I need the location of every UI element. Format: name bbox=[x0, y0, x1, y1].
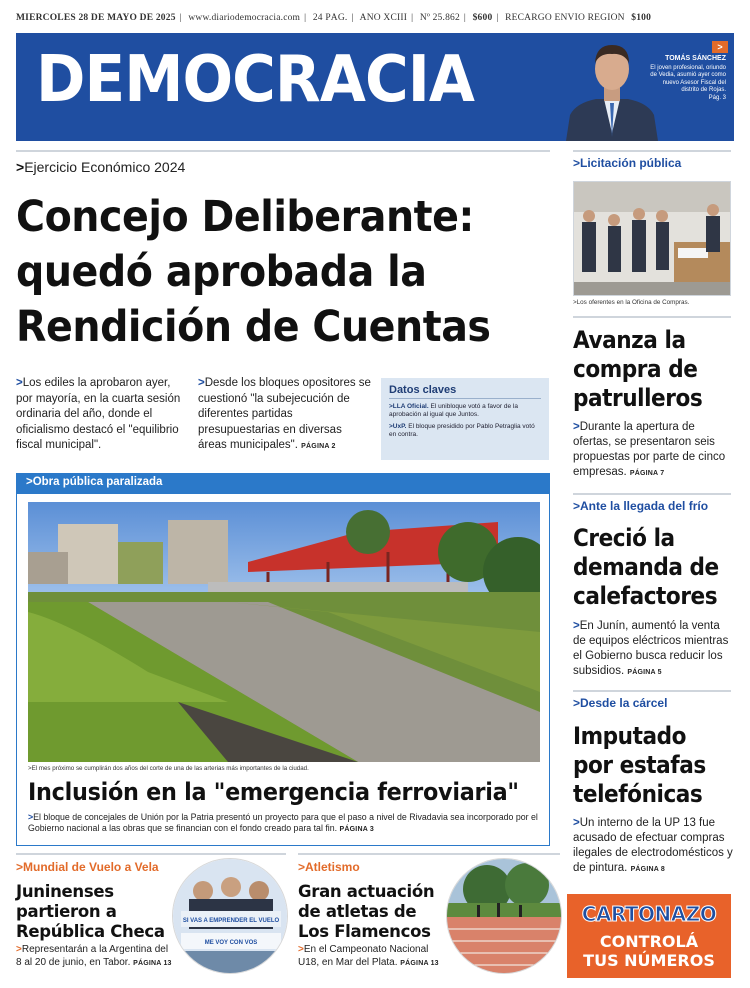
recargo-label: RECARGO ENVÍO REGIÓN bbox=[505, 13, 625, 23]
ad-tagline: CONTROLÁ TUS NÚMEROS bbox=[583, 932, 715, 970]
key-facts-box bbox=[381, 378, 549, 460]
featured-arrow-icon: > bbox=[712, 41, 728, 53]
banner-text-1: SI VAS A EMPRENDER EL VUELO bbox=[182, 918, 280, 924]
newspaper-logo[interactable]: DEMOCRACIA bbox=[36, 43, 475, 117]
estafas-headline[interactable]: Imputado por estafas telefónicas bbox=[573, 722, 706, 808]
bottom1-photo[interactable] bbox=[172, 858, 288, 974]
bottom2-text: >En el Campeonato Nacional U18, en Mar del Plata. PÁGINA 13 bbox=[298, 944, 439, 968]
lead-column-1: >Los ediles la aprobaron ayer, por mayoría, en la cuarta sesión ordinaria del año, donde el oficialismo destacó el "equilibrio fiscal municipal". bbox=[16, 377, 181, 451]
licitacion-caption: >Los oferentes en la Oficina de Compras. bbox=[573, 299, 690, 306]
lead-headline-line: Rendición de Cuentas bbox=[16, 302, 491, 352]
lead-headline-line: quedó aprobada la bbox=[16, 247, 427, 297]
obra-text: >El bloque de concejales de Unión por la Patria presentó un proyecto para que el paso a nivel de Rivadavia sea incorporado por el Gobierno nacional a las obras que se financian con el fondo creado para tal fin. PÁGINA 3 bbox=[28, 812, 538, 833]
obra-section-kicker: >Obra pública paralizada bbox=[16, 473, 550, 494]
bottom2-headline[interactable]: Gran actuación de atletas de Los Flamencos bbox=[298, 882, 435, 941]
banner-text-2: ME VOY CON VOS bbox=[204, 940, 258, 946]
obra-photo-caption: >El mes próximo se cumplirán dos años del corte de una de las arterias más importantes de la ciudad. bbox=[28, 765, 309, 772]
key-facts-title: Datos claves bbox=[389, 384, 541, 399]
calefactores-text: >En Junín, aumentó la venta de equipos eléctricos mientras el Gobierno busca reducir los subsidios. PÁGINA 5 bbox=[573, 620, 729, 677]
right-rule-1 bbox=[573, 316, 731, 318]
glider-team-photo bbox=[173, 859, 288, 974]
featured-name: TOMÁS SÁNCHEZ bbox=[665, 55, 726, 62]
lead-kicker: >Ejercicio Económico 2024 bbox=[16, 159, 186, 175]
lead-headline[interactable] bbox=[16, 190, 513, 355]
featured-text: El joven profesional, oriundo de Vedia, asumió ayer como nuevo Asesor Fiscal del distrito de Rojas. bbox=[650, 64, 726, 93]
page-count: 24 PÁG. bbox=[312, 13, 348, 23]
issue-number: Nº 25.862 bbox=[419, 13, 460, 23]
lead-col1-text: Los ediles la aprobaron ayer, por mayoría, en la cuarta sesión ordinaria del año, donde el oficialismo destacó el "equilibrio fiscal municipal". bbox=[16, 377, 181, 451]
recargo-price: $100 bbox=[631, 13, 652, 23]
athletics-photo bbox=[447, 859, 562, 974]
featured-page: Pág. 3 bbox=[708, 94, 726, 101]
carcel-kicker: >Desde la cárcel bbox=[573, 696, 668, 710]
lead-headline-line: Concejo Deliberante: bbox=[16, 192, 474, 242]
lead-top-rule bbox=[16, 150, 550, 152]
licitacion-kicker: >Licitación pública bbox=[573, 156, 682, 170]
lead-column-2: >Desde los bloques opositores se cuestionó "la subejecución de diferentes partidas presupuestarias en diversas áreas municipales". PÁGINA 2 bbox=[198, 377, 371, 451]
bottom1-headline[interactable]: Juninenses partieron a República Checa bbox=[16, 882, 165, 941]
bottom2-rule bbox=[298, 853, 560, 855]
cartonazo-ad[interactable] bbox=[567, 894, 731, 978]
key-fact-item: >LLA Oficial. El unibloque votó a favor de la aprobación al igual que Juntos. bbox=[389, 403, 518, 418]
site-link[interactable]: www.diariodemocracia.com bbox=[188, 13, 301, 23]
lead-col2-text: Desde los bloques opositores se cuestionó "la subejecución de diferentes partidas presupuestarias en diversas áreas municipales". bbox=[198, 377, 371, 451]
right-rule-2 bbox=[573, 493, 731, 495]
lead-kicker-text: Ejercicio Económico 2024 bbox=[24, 159, 186, 175]
issue-date: MIÉRCOLES 28 DE MAYO DE 2025 bbox=[16, 13, 176, 23]
masthead bbox=[16, 33, 734, 141]
key-fact-item: >UxP. El bloque presidido por Pablo Petraglia votó en contra. bbox=[389, 423, 535, 438]
office-meeting-photo bbox=[574, 182, 731, 296]
railway-crossing-photo bbox=[28, 502, 540, 762]
issue-info-bar: MIÉRCOLES 28 DE MAYO DE 2025 | www.diariodemocracia.com | 24 PÁG. | AÑO XCIII | Nº 25.862 | $600 | RECARGO ENVÍO REGIÓN $100 bbox=[16, 13, 652, 23]
issue-price: $600 bbox=[472, 13, 493, 23]
lead-page-ref: PÁGINA 2 bbox=[301, 443, 336, 450]
right-top-rule bbox=[573, 150, 731, 152]
calefactores-headline[interactable]: Creció la demanda de calefactores bbox=[573, 524, 719, 610]
bottom1-kicker: >Mundial de Vuelo a Vela bbox=[16, 860, 159, 874]
featured-caption bbox=[644, 55, 726, 102]
obra-headline[interactable]: Inclusión en la "emergencia ferroviaria" bbox=[28, 778, 519, 806]
issue-year: AÑO XCIII bbox=[359, 13, 408, 23]
patrulleros-text: >Durante la apertura de ofertas, se presentaron seis propuestas por parte de cinco empresas. PÁGINA 7 bbox=[573, 421, 726, 478]
right-rule-3 bbox=[573, 690, 731, 692]
bottom1-rule bbox=[16, 853, 286, 855]
bottom2-photo[interactable] bbox=[446, 858, 562, 974]
obra-text-body: El bloque de concejales de Unión por la Patria presentó un proyecto para que el paso a nivel de Rivadavia sea incorporado por el Gobierno nacional a las obras que se financian con el fondo creado para tal fin. bbox=[28, 812, 538, 833]
obra-photo[interactable] bbox=[28, 502, 540, 762]
bottom2-kicker: >Atletismo bbox=[298, 860, 360, 874]
patrulleros-headline[interactable]: Avanza la compra de patrulleros bbox=[573, 326, 703, 412]
bottom1-text: >Representarán a la Argentina del 8 al 20 de junio, en Tabor. PÁGINA 13 bbox=[16, 944, 172, 968]
estafas-text: >Un interno de la UP 13 fue acusado de efectuar compras ilegales de electrodomésticos y de pintura. PÁGINA 8 bbox=[573, 817, 733, 874]
licitacion-photo[interactable] bbox=[573, 181, 731, 296]
ad-brand: CARTONAZO bbox=[581, 902, 717, 926]
featured-person-teaser[interactable] bbox=[556, 33, 734, 141]
frio-kicker: >Ante la llegada del frío bbox=[573, 499, 709, 513]
obra-page-ref: PÁGINA 3 bbox=[339, 826, 374, 833]
